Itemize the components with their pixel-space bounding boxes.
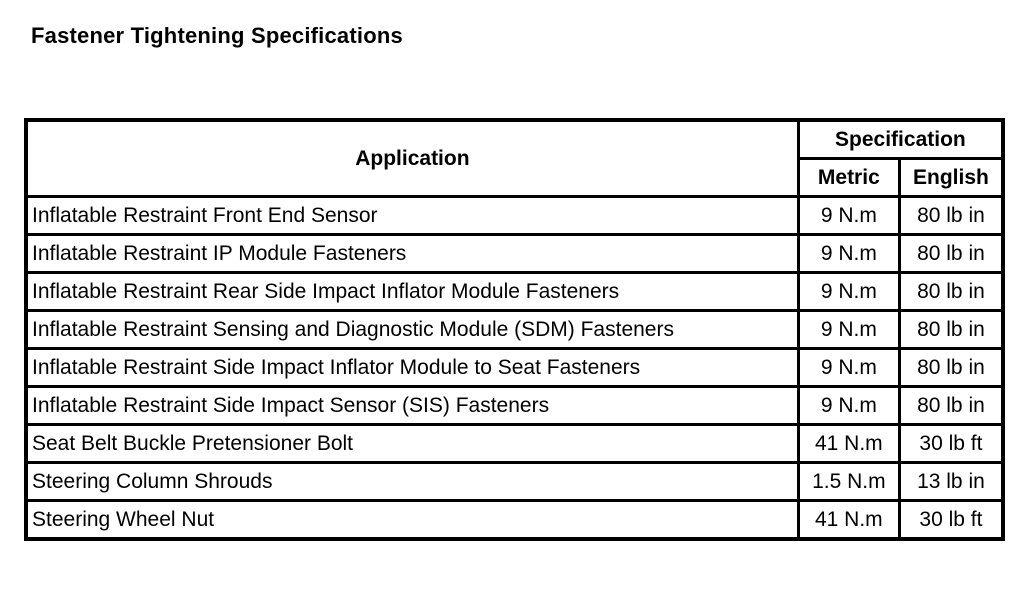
cell-application: Inflatable Restraint Side Impact Sensor (SIS) Fasteners xyxy=(26,387,798,425)
cell-application: Inflatable Restraint Sensing and Diagnostic Module (SDM) Fasteners xyxy=(26,311,798,349)
cell-application: Inflatable Restraint Front End Sensor xyxy=(26,197,798,235)
cell-english: 80 lb in xyxy=(899,197,1003,235)
cell-application: Inflatable Restraint Rear Side Impact Inflator Module Fasteners xyxy=(26,273,798,311)
cell-metric: 9 N.m xyxy=(798,235,899,273)
table-row xyxy=(26,235,1003,273)
table-row xyxy=(26,463,1003,501)
table-row xyxy=(26,273,1003,311)
table-row xyxy=(26,501,1003,540)
cell-metric: 9 N.m xyxy=(798,311,899,349)
cell-english: 80 lb in xyxy=(899,387,1003,425)
table-header xyxy=(26,120,1003,197)
cell-english: 30 lb ft xyxy=(899,501,1003,540)
cell-metric: 9 N.m xyxy=(798,387,899,425)
cell-english: 80 lb in xyxy=(899,311,1003,349)
table-body xyxy=(26,197,1003,540)
cell-application: Inflatable Restraint Side Impact Inflator Module to Seat Fasteners xyxy=(26,349,798,387)
cell-application: Inflatable Restraint IP Module Fasteners xyxy=(26,235,798,273)
cell-english: 80 lb in xyxy=(899,235,1003,273)
cell-metric: 9 N.m xyxy=(798,197,899,235)
table-row xyxy=(26,349,1003,387)
cell-application: Steering Column Shrouds xyxy=(26,463,798,501)
header-row-top xyxy=(26,120,1003,159)
cell-metric: 9 N.m xyxy=(798,349,899,387)
column-header-metric: Metric xyxy=(798,159,899,197)
column-header-specification: Specification xyxy=(798,120,1003,159)
cell-english: 80 lb in xyxy=(899,273,1003,311)
fastener-spec-table xyxy=(24,118,1005,541)
cell-english: 13 lb in xyxy=(899,463,1003,501)
cell-metric: 41 N.m xyxy=(798,425,899,463)
cell-metric: 41 N.m xyxy=(798,501,899,540)
table-row xyxy=(26,425,1003,463)
cell-metric: 1.5 N.m xyxy=(798,463,899,501)
table-row xyxy=(26,311,1003,349)
cell-english: 80 lb in xyxy=(899,349,1003,387)
table-row xyxy=(26,387,1003,425)
cell-english: 30 lb ft xyxy=(899,425,1003,463)
cell-application: Steering Wheel Nut xyxy=(26,501,798,540)
table-row xyxy=(26,197,1003,235)
cell-application: Seat Belt Buckle Pretensioner Bolt xyxy=(26,425,798,463)
page-title: Fastener Tightening Specifications xyxy=(31,23,403,48)
cell-metric: 9 N.m xyxy=(798,273,899,311)
column-header-application: Application xyxy=(26,120,798,197)
column-header-english: English xyxy=(899,159,1003,197)
